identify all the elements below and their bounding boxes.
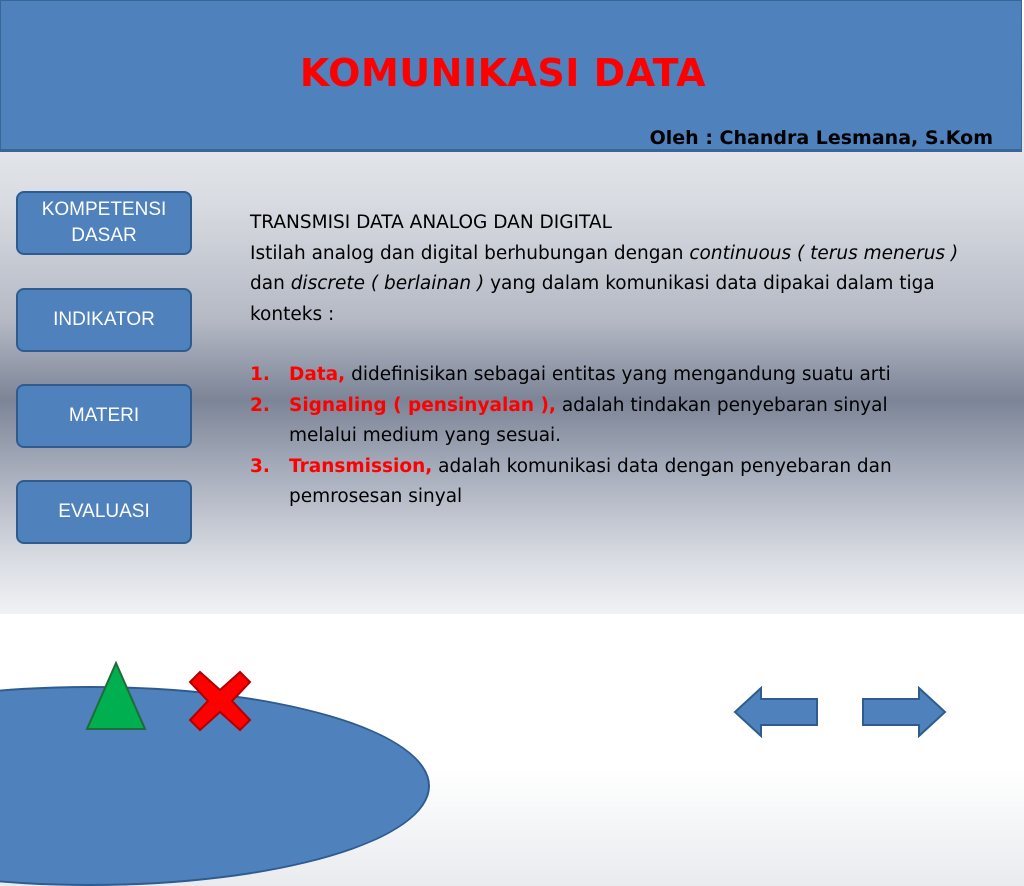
list-item: 1. Data, didefinisikan sebagai entitas yang mengandung suatu arti [250,364,891,385]
list-item: 3. Transmission, adalah komunikasi data dengan penyebaran dan pemrosesan sinyal [250,455,892,507]
content-heading: TRANSMISI DATA ANALOG DAN DIGITAL [250,212,612,233]
content-intro: Istilah analog dan digital berhubungan dengan continuous ( terus menerus ) dan discrete ( berlainan ) yang dalam komunikasi data dipakai dalam tiga konteks : [250,242,959,325]
close-x-icon[interactable] [188,670,252,732]
header-banner [0,0,1022,152]
materi-button[interactable]: MATERI [16,384,192,448]
kompetensi-label-line1: KOMPETENSI [41,199,167,220]
kompetensi-dasar-button[interactable] [16,191,192,255]
page-title: KOMUNIKASI DATA [299,51,707,95]
list-item: 2. Signaling ( pensinyalan ), adalah tindakan penyebaran sinyal melalui medium yang sesuai. [250,394,888,446]
content-area [250,208,960,513]
kompetensi-label-line2: DASAR [71,225,137,246]
indikator-button[interactable]: INDIKATOR [16,288,192,352]
author-line: Oleh : Chandra Lesmana, S.Kom [649,127,993,149]
context-list [250,360,960,513]
evaluasi-button[interactable]: EVALUASI [16,480,192,544]
left-arrow-icon[interactable] [733,686,819,738]
right-arrow-icon[interactable] [861,686,947,738]
up-triangle-icon[interactable] [84,660,148,732]
